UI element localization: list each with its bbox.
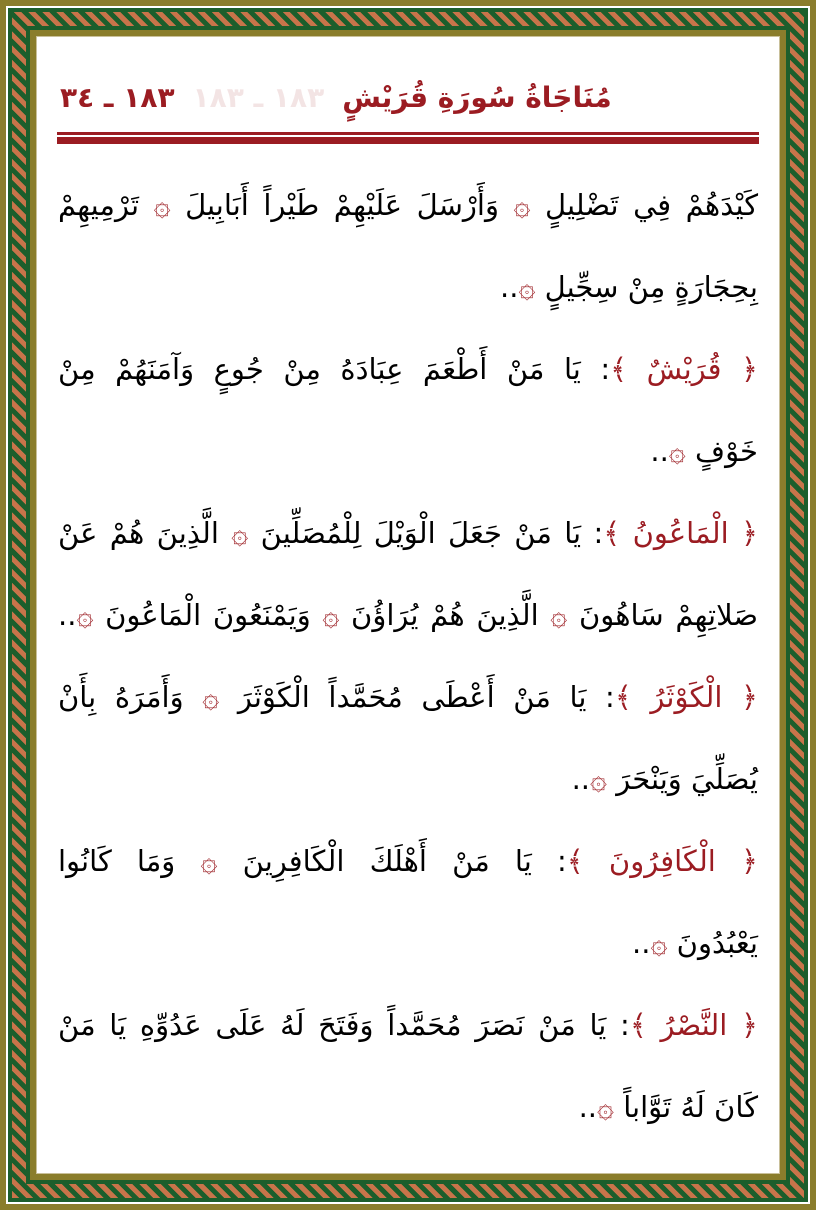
rosette-separator-icon: ۞ [597,1090,614,1124]
text-line [58,328,758,410]
text-segment: وَأَرْسَلَ عَلَيْهِمْ طَيْراً أَبَابِيلَ [170,188,514,222]
text-segment: صَلاتِهِمْ سَاهُونَ [567,598,758,632]
page-header [60,70,756,124]
text-segment: : يَا مَنْ أَعْطَى مُحَمَّداً الْكَوْثَرَ [219,680,615,714]
page-body [58,164,758,1148]
text-segment: وَمَا كَانُوا [58,844,201,878]
text-segment: بِحِجَارَةٍ مِنْ سِجِّيلٍ [535,270,758,304]
rosette-separator-icon: ۞ [513,188,531,222]
page-number: ١٨٣ ـ ٣٤ [60,80,175,114]
text-segment: وَأَمَرَهُ بِأَنْ [58,680,203,714]
text-segment: : يَا مَنْ أَهْلَكَ الْكَافِرِينَ [217,844,567,878]
rosette-separator-icon: ۞ [518,270,536,304]
ghost-page-number: ١٨٣ ـ ١٨٣ [192,80,325,114]
rosette-separator-icon: ۞ [550,598,568,632]
text-line [58,574,758,656]
surah-name: ﴿ النَّصْرُ ﴾ [629,1008,759,1042]
text-segment: .. [578,1090,597,1124]
text-segment: يُصَلِّيَ وَيَنْحَرَ [607,762,758,796]
text-segment: الَّذِينَ هُمْ يُرَاؤُنَ [339,598,551,632]
text-line [58,410,758,492]
rosette-separator-icon: ۞ [668,434,686,468]
text-line [58,984,758,1066]
text-line [58,656,758,738]
rosette-separator-icon: ۞ [322,598,340,632]
text-line [58,164,758,246]
text-segment: الَّذِينَ هُمْ عَنْ [58,516,232,550]
rosette-separator-icon: ۞ [76,598,94,632]
text-line [58,246,758,328]
text-segment: وَيَمْنَعُونَ الْمَاعُونَ [93,598,323,632]
text-line [58,902,758,984]
rosette-separator-icon: ۞ [202,680,220,714]
rosette-separator-icon: ۞ [200,844,218,878]
text-line [58,738,758,820]
text-line [58,1066,758,1148]
text-segment: كَانَ لَهُ تَوَّاباً [614,1090,758,1124]
text-segment: .. [632,926,651,960]
rosette-separator-icon: ۞ [590,762,608,796]
rosette-separator-icon: ۞ [153,188,171,222]
surah-name: ﴿ الْكَافِرُونَ ﴾ [566,844,758,878]
text-segment: .. [58,598,77,632]
text-segment: : يَا مَنْ أَطْعَمَ عِبَادَهُ مِنْ جُوعٍ وَآمَنَهُمْ مِنْ [58,352,611,386]
text-line [58,492,758,574]
text-line [58,820,758,902]
page-title: مُنَاجَاةُ سُورَةِ قُرَيْشٍ [342,80,612,114]
rosette-separator-icon: ۞ [650,926,668,960]
text-segment: .. [650,434,669,468]
surah-name: ﴿ الْكَوْثَرُ ﴾ [614,680,758,714]
surah-name: ﴿ الْمَاعُونُ ﴾ [603,516,759,550]
text-segment: .. [571,762,591,796]
text-segment: : يَا مَنْ جَعَلَ الْوَيْلَ لِلْمُصَلِّينَ [248,516,604,550]
header-rule-thick [57,137,759,144]
surah-name: ﴿ قُرَيْشٌ ﴾ [610,352,759,386]
text-segment: خَوْفٍ [685,434,758,468]
text-segment: .. [500,270,519,304]
text-segment: تَرْمِيهِمْ [58,188,154,222]
rosette-separator-icon: ۞ [231,516,249,550]
text-segment: يَعْبُدُونَ [667,926,758,960]
text-segment: : يَا مَنْ نَصَرَ مُحَمَّداً وَفَتَحَ لَهُ عَلَى عَدُوِّهِ يَا مَنْ [58,1008,630,1042]
text-segment: كَيْدَهُمْ فِي تَضْلِيلٍ [530,188,758,222]
header-rule-thin [57,132,759,135]
